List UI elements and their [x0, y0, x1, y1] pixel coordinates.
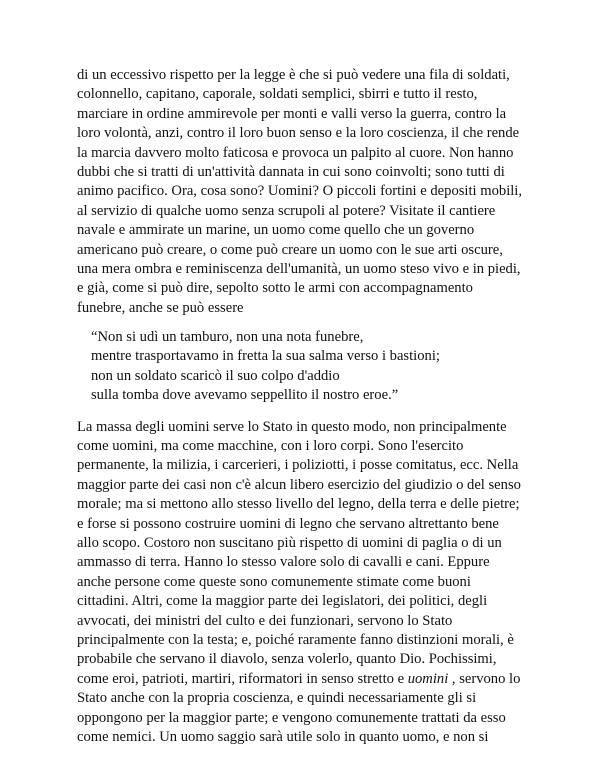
text-line: una mera ombra e reminiscenza dell'umanità, un uomo steso vivo e in piedi, [77, 260, 521, 277]
text-line: Stato anche con la propria coscienza, e quindi necessariamente gli si [77, 690, 477, 707]
text-line: loro volontà, anzi, contro il loro buon senso e la loro coscienza, il che rende [77, 125, 520, 142]
quote-line: mentre trasportavamo in fretta la sua salma verso i bastioni; [91, 348, 440, 365]
text-line: La massa degli uomini serve lo Stato in questo modo, non principalmente [77, 418, 507, 435]
text-line: avvocati, dei ministri del culto e dei funzionari, servono lo Stato [77, 612, 453, 629]
text-line: di un eccessivo rispetto per la legge è che si può vedere una fila di soldati, [77, 67, 510, 83]
text-line: oppongono per la maggior parte; e vengono comunemente trattati da esso [77, 709, 506, 726]
paragraph [77, 418, 537, 748]
text-line: la marcia davvero molto faticosa e provoca un palpito al cuore. Non hanno [77, 144, 514, 161]
text-line: maggior parte dei casi non c'è alcun libero esercizio del giudizio o del senso [77, 476, 521, 493]
text-line: navale e ammirate un marine, un uomo come quello che un governo [77, 222, 475, 239]
quote-line: non un soldato scaricò il suo colpo d'addio [91, 367, 340, 384]
text-line: ammasso di terra. Hanno lo stesso valore solo di cavalli e cani. Eppure [77, 554, 490, 571]
text-line: marciare in ordine ammirevole per monti e valli verso la guerra, contro la [77, 105, 507, 122]
text-line: morale; ma si mettono allo stesso livello del legno, della terra e delle pietre; [77, 496, 520, 513]
quote-line: sulla tomba dove avevamo seppellito il nostro eroe.” [91, 387, 399, 404]
text-line: funebre, anche se può essere [77, 299, 244, 316]
text-line-with-italic [77, 670, 537, 689]
italic-word: uomini [407, 670, 449, 687]
text-line: come nemici. Un uomo saggio sarà utile solo in quanto uomo, e non si [77, 728, 489, 745]
text-line: come uomini, ma come macchine, con i loro corpi. Sono l'esercito [77, 438, 464, 455]
text-line: al servizio di qualche uomo senza scrupoli al potere? Visitate il cantiere [77, 202, 496, 219]
block-quote [77, 328, 537, 406]
text-line: dubbi che si tratti di un'attività dannata in cui sono coinvolti; sono tutti di [77, 163, 505, 180]
text-line: animo pacifico. Ora, cosa sono? Uomini? O piccoli fortini e depositi mobili, [77, 183, 523, 200]
text-line: principalmente con la testa; e, poiché raramente fanno distinzioni morali, è [77, 631, 514, 648]
body-text [77, 66, 537, 747]
text-line: probabile che servano il diavolo, senza volerlo, quanto Dio. Pochissimi, [77, 651, 497, 668]
text-line: e forse si possono costruire uomini di legno che servano altrettanto bene [77, 515, 499, 532]
text-segment: , servono lo [448, 670, 521, 687]
text-line: anche persone come queste sono comunemente stimate come buoni [77, 573, 471, 590]
text-line: permanente, la milizia, i carcerieri, i poliziotti, i posse comitatus, ecc. Nella [77, 457, 519, 474]
paragraph [77, 66, 537, 318]
text-segment: come eroi, patrioti, martiri, riformatori in senso stretto e [77, 670, 408, 687]
text-line: americano può creare, o come può creare un uomo con le sue arti oscure, [77, 241, 503, 258]
text-line: allo scopo. Costoro non suscitano più rispetto di uomini di paglia o di un [77, 534, 502, 551]
quote-line: “Non si udì un tamburo, non una nota funebre, [91, 329, 364, 346]
text-line: colonnello, capitano, caporale, soldati semplici, sbirri e tutto il resto, [77, 86, 478, 103]
text-line: cittadini. Altri, come la maggior parte dei legislatori, dei politici, degli [77, 593, 488, 610]
text-line: e già, come si può dire, sepolto sotto le armi con accompagnamento [77, 280, 473, 297]
